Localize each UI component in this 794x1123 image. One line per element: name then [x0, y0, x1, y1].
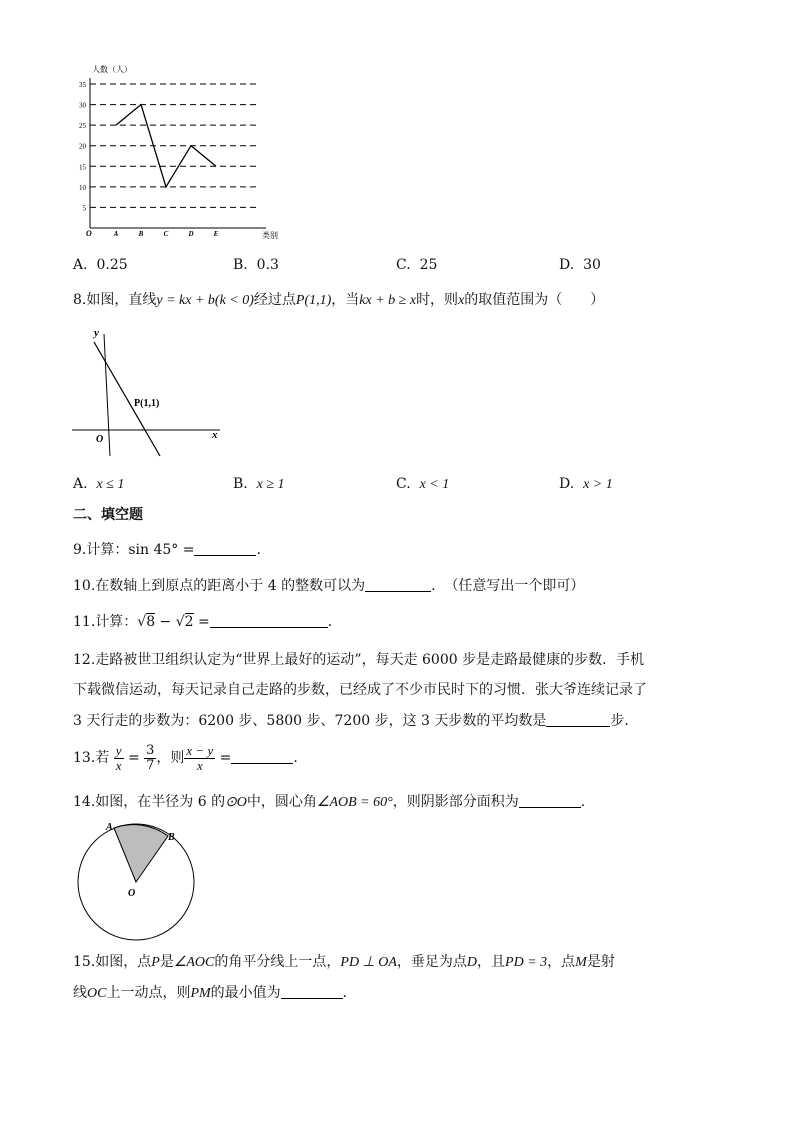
y-tick-label: 30	[79, 101, 86, 110]
q12-line1: 12.走路被世卫组织认定为“世界上最好的运动”，每天走 6000 步是走路最健康的步数．手机	[73, 652, 645, 668]
q14: 14.如图，在半径为 6 的⊙O中，圆心角∠AOB = 60°，则阴影部分面积为 .	[73, 794, 586, 810]
answer-blank	[281, 984, 343, 999]
chart-ylabel: 人数（人）	[92, 65, 132, 74]
q15-line1: 15.如图，点P是∠AOC的角平分线上一点，PD ⊥ OA，垂足为点D，且PD = 3，点M是射	[73, 954, 615, 970]
label-o: O	[128, 888, 136, 899]
y-axis	[104, 334, 110, 456]
line-chart	[70, 58, 290, 244]
y-tick-label: 15	[79, 163, 86, 172]
q8-option-d: D. x > 1	[559, 476, 613, 492]
y-tick-label: 10	[79, 183, 86, 192]
y-tick-label: 5	[82, 204, 86, 213]
q12-line3: 3 天行走的步数为：6200 步、5800 步、7200 步，这 3 天步数的平均数是 步.	[73, 713, 629, 729]
origin-label: O	[96, 434, 104, 445]
q13: 13.若 $\frac{y}{x}$ = $\frac{3}{7}$ ，则 $\frac{x - y}{x}$ = .	[73, 742, 298, 773]
x-tick-label: C	[163, 230, 169, 238]
x-tick-label: A	[113, 230, 119, 238]
q14-circle-figure	[70, 822, 200, 946]
label-a: A	[106, 822, 113, 833]
answer-blank	[210, 613, 328, 628]
answer-blank	[231, 749, 293, 764]
section-title: 二、填空题	[73, 507, 143, 523]
q7-option-b: B. 0.3	[233, 257, 279, 273]
q7-option-c: C. 25	[396, 257, 438, 273]
chart-xlabel: 类别	[262, 231, 278, 240]
q9: 9.计算：sin 45° = .	[73, 542, 261, 558]
y-tick-label: 35	[79, 81, 86, 89]
answer-blank	[365, 577, 431, 592]
y-label: y	[94, 327, 99, 339]
answer-blank	[519, 793, 581, 808]
point-p-label: P(1,1)	[134, 398, 160, 409]
x-tick-label: B	[138, 230, 144, 238]
label-b: B	[168, 832, 175, 843]
x-tick-label: E	[213, 230, 219, 238]
q15-line2: 线OC上一动点，则PM的最小值为 .	[73, 985, 348, 1001]
x-tick-label: D	[188, 230, 194, 238]
shaded-sector	[114, 825, 168, 882]
q11: 11.计算：√8 − √2 = .	[73, 614, 333, 630]
answer-blank	[194, 541, 256, 556]
q8-option-c: C. x < 1	[396, 476, 450, 492]
q7-option-a: A. 0.25	[73, 257, 128, 273]
y-tick-label: 25	[79, 122, 86, 131]
q8-stem: 8.如图，直线y = kx + b(k < 0)经过点P(1,1)，当kx + b ≥ x时，则x的取值范围为（ ）	[73, 292, 605, 308]
q8-line-figure	[70, 322, 230, 462]
q7-option-d: D. 30	[559, 257, 601, 273]
answer-blank	[546, 712, 610, 727]
y-tick-label: 20	[79, 142, 86, 151]
q10: 10.在数轴上到原点的距离小于 4 的整数可以为 . （任意写出一个即可）	[73, 578, 585, 594]
x-label: x	[212, 429, 218, 441]
chart-origin: O	[86, 229, 92, 238]
q8-option-a: A. x ≤ 1	[73, 476, 125, 492]
q12-line2: 下载微信运动，每天记录自己走路的步数，已经成了不少市民时下的习惯．张大爷连续记录了	[73, 682, 647, 698]
q8-option-b: B. x ≥ 1	[233, 476, 285, 492]
